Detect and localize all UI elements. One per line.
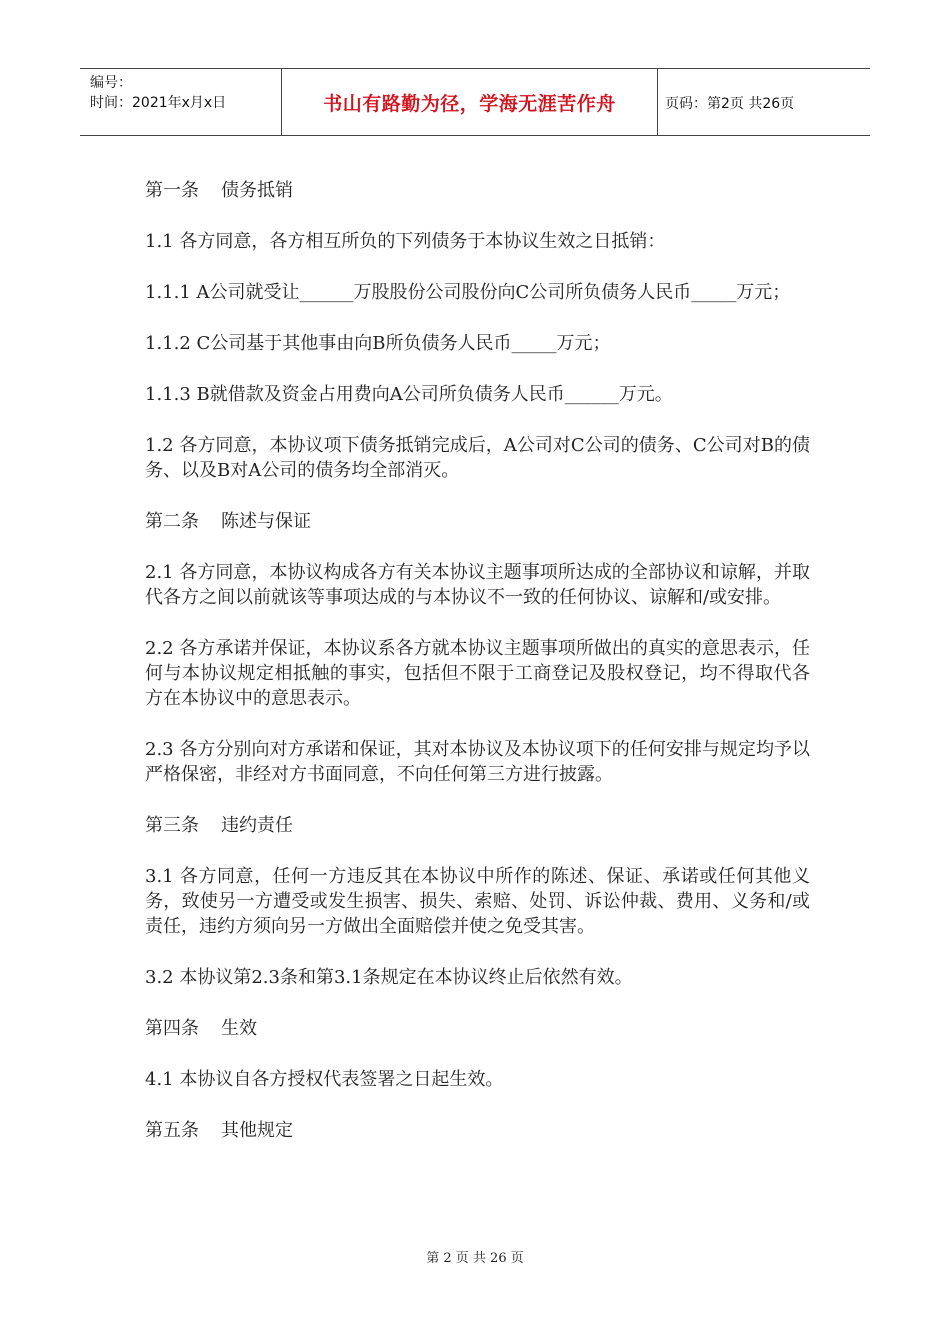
article-title: 债务抵销 — [221, 180, 293, 201]
article-number: 第三条 — [145, 815, 199, 836]
clause-1-1: 1.1 各方同意，各方相互所负的下列债务于本协议生效之日抵销： — [145, 231, 666, 252]
article-1-heading — [145, 178, 810, 203]
article-title: 陈述与保证 — [221, 511, 311, 532]
article-number: 第四条 — [145, 1018, 199, 1039]
clause-1-1-3: 1.1.3 B就借款及资金占用费向A公司所负债务人民币______万元。 — [145, 384, 673, 405]
article-title: 生效 — [221, 1018, 257, 1039]
article-number: 第二条 — [145, 511, 199, 532]
clause-2-2: 2.2 各方承诺并保证，本协议系各方就本协议主题事项所做出的真实的意思表示，任何与本协议规定相抵触的事实，包括但不限于工商登记及股权登记，均不得取代各方在本协议中的意思表示。 — [145, 638, 810, 709]
clause-1-1-1: 1.1.1 A公司就受让______万股股份公司股份向C公司所负债务人民币_____万元； — [145, 282, 791, 303]
document-body — [145, 178, 810, 1169]
page-footer: 第 2 页 共 26 页 — [426, 1251, 524, 1266]
header-motto: 书山有路勤为径，学海无涯苦作舟 — [281, 69, 658, 135]
clause-2-1: 2.1 各方同意，本协议构成各方有关本协议主题事项所达成的全部协议和谅解，并取代各方之间以前就该等事项达成的与本协议不一致的任何协议、谅解和/或安排。 — [145, 562, 810, 608]
article-number: 第一条 — [145, 180, 199, 201]
document-date-label: 时间：2021年x月x日 — [90, 95, 227, 111]
clause-3-1: 3.1 各方同意，任何一方违反其在本协议中所作的陈述、保证、承诺或任何其他义务，致使另一方遭受或发生损害、损失、索赔、处罚、诉讼仲裁、费用、义务和/或责任，违约方须向另一方做出全面赔偿并使之免受其害。 — [145, 866, 810, 937]
page-header — [80, 68, 870, 136]
article-3-heading — [145, 813, 810, 838]
article-title: 违约责任 — [221, 815, 293, 836]
clause-2-3: 2.3 各方分别向对方承诺和保证，其对本协议及本协议项下的任何安排与规定均予以严格保密，非经对方书面同意，不向任何第三方进行披露。 — [145, 739, 810, 785]
article-4-heading — [145, 1016, 810, 1041]
clause-3-2: 3.2 本协议第2.3条和第3.1条规定在本协议终止后依然有效。 — [145, 967, 633, 988]
clause-1-1-2: 1.1.2 C公司基于其他事由向B所负债务人民币_____万元； — [145, 333, 611, 354]
article-5-heading — [145, 1118, 810, 1143]
header-page-info: 页码：第2页 共26页 — [665, 96, 795, 112]
article-title: 其他规定 — [221, 1120, 293, 1141]
clause-1-2: 1.2 各方同意，本协议项下债务抵销完成后，A公司对C公司的债务、C公司对B的债务、以及B对A公司的债务均全部消灭。 — [145, 435, 810, 481]
article-number: 第五条 — [145, 1120, 199, 1141]
article-2-heading — [145, 509, 810, 534]
document-number-label: 编号： — [90, 75, 132, 91]
clause-4-1: 4.1 本协议自各方授权代表签署之日起生效。 — [145, 1069, 504, 1090]
header-meta — [90, 73, 226, 113]
